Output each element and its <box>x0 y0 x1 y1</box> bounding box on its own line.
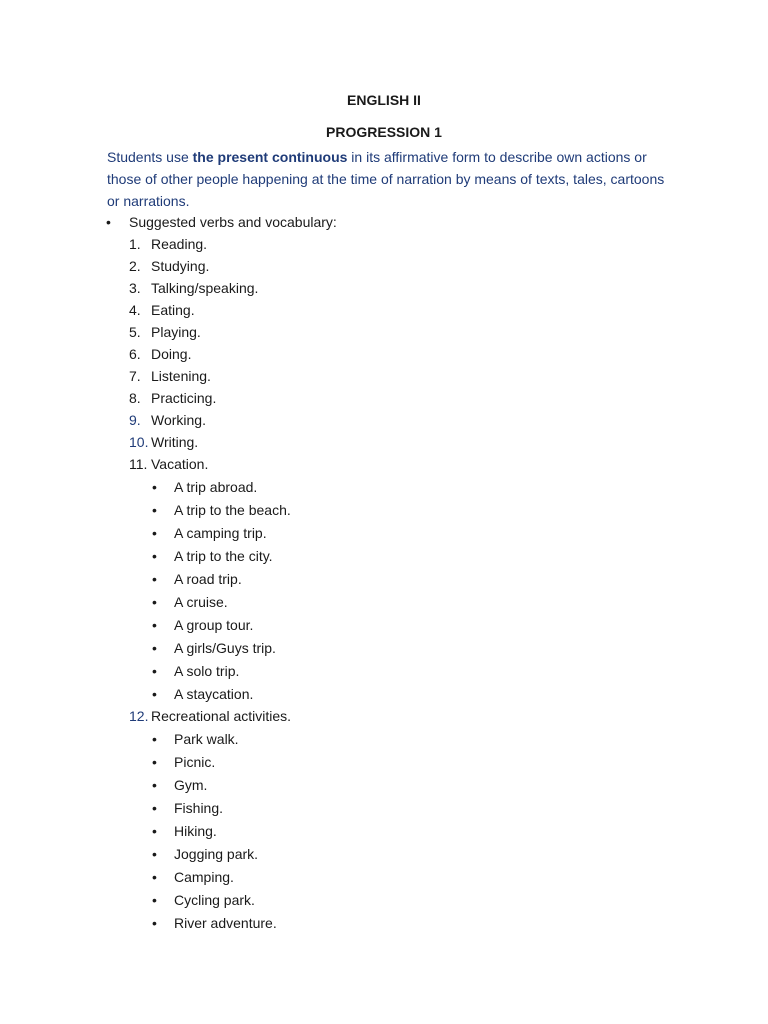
recreation-item: Hiking. <box>174 823 217 839</box>
vacation-item: A girls/Guys trip. <box>174 640 276 656</box>
bullet-icon: • <box>152 823 157 839</box>
list-item: Working. <box>151 412 206 428</box>
vacation-item: A trip to the city. <box>174 548 273 564</box>
list-number: 1. <box>129 236 141 252</box>
vacation-item: A camping trip. <box>174 525 267 541</box>
recreation-item: Camping. <box>174 869 234 885</box>
bullet-icon: • <box>152 525 157 541</box>
list-item: Talking/speaking. <box>151 280 259 296</box>
bullet-icon: • <box>152 663 157 679</box>
list-number: 6. <box>129 346 141 362</box>
bullet-icon: • <box>152 869 157 885</box>
bullet-icon: • <box>152 617 157 633</box>
list-number: 5. <box>129 324 141 340</box>
intro-paragraph <box>107 146 667 212</box>
vacation-item: A solo trip. <box>174 663 240 679</box>
bullet-icon: • <box>152 686 157 702</box>
list-item: Vacation. <box>151 456 209 472</box>
bullet-icon: • <box>106 214 111 230</box>
list-number: 4. <box>129 302 141 318</box>
list-item: Eating. <box>151 302 195 318</box>
intro-text-before: Students use <box>107 149 193 165</box>
bullet-icon: • <box>152 777 157 793</box>
top-bullet-text: Suggested verbs and vocabulary: <box>129 214 337 230</box>
bullet-icon: • <box>152 548 157 564</box>
list-item: Listening. <box>151 368 211 384</box>
vacation-item: A trip to the beach. <box>174 502 291 518</box>
intro-text-bold: the present continuous <box>192 149 348 165</box>
recreation-item: Jogging park. <box>174 846 259 862</box>
list-item: Studying. <box>151 258 210 274</box>
list-number: 8. <box>129 390 141 406</box>
list-number: 3. <box>129 280 141 296</box>
list-number: 9. <box>129 412 141 428</box>
recreation-item: Cycling park. <box>174 892 255 908</box>
vacation-item: A road trip. <box>174 571 242 587</box>
bullet-icon: • <box>152 754 157 770</box>
document-subtitle: PROGRESSION 1 <box>326 124 442 140</box>
bullet-icon: • <box>152 846 157 862</box>
recreation-item: Gym. <box>174 777 208 793</box>
bullet-icon: • <box>152 479 157 495</box>
list-item: Playing. <box>151 324 201 340</box>
bullet-icon: • <box>152 640 157 656</box>
intro-text-after: in its affirmative form to describe own actions or those of other people happening at the time of narration by means of texts, tales, cartoons or narrations. <box>107 149 665 209</box>
list-number: 2. <box>129 258 141 274</box>
list-item: Reading. <box>151 236 208 252</box>
bullet-icon: • <box>152 571 157 587</box>
bullet-icon: • <box>152 594 157 610</box>
bullet-icon: • <box>152 800 157 816</box>
bullet-icon: • <box>152 502 157 518</box>
recreation-item: Park walk. <box>174 731 239 747</box>
vacation-item: A trip abroad. <box>174 479 258 495</box>
vacation-item: A group tour. <box>174 617 254 633</box>
list-item: Practicing. <box>151 390 217 406</box>
recreation-item: River adventure. <box>174 915 277 931</box>
list-number: 7. <box>129 368 141 384</box>
bullet-icon: • <box>152 731 157 747</box>
recreation-item: Fishing. <box>174 800 224 816</box>
vacation-item: A staycation. <box>174 686 254 702</box>
bullet-icon: • <box>152 892 157 908</box>
bullet-icon: • <box>152 915 157 931</box>
list-item: Recreational activities. <box>151 708 292 724</box>
list-item: Doing. <box>151 346 192 362</box>
list-item: Writing. <box>151 434 199 450</box>
document-title: ENGLISH II <box>347 92 421 108</box>
list-number: 11. <box>129 456 148 472</box>
list-number: 12. <box>129 708 149 724</box>
list-number: 10. <box>129 434 149 450</box>
vacation-item: A cruise. <box>174 594 228 610</box>
recreation-item: Picnic. <box>174 754 216 770</box>
